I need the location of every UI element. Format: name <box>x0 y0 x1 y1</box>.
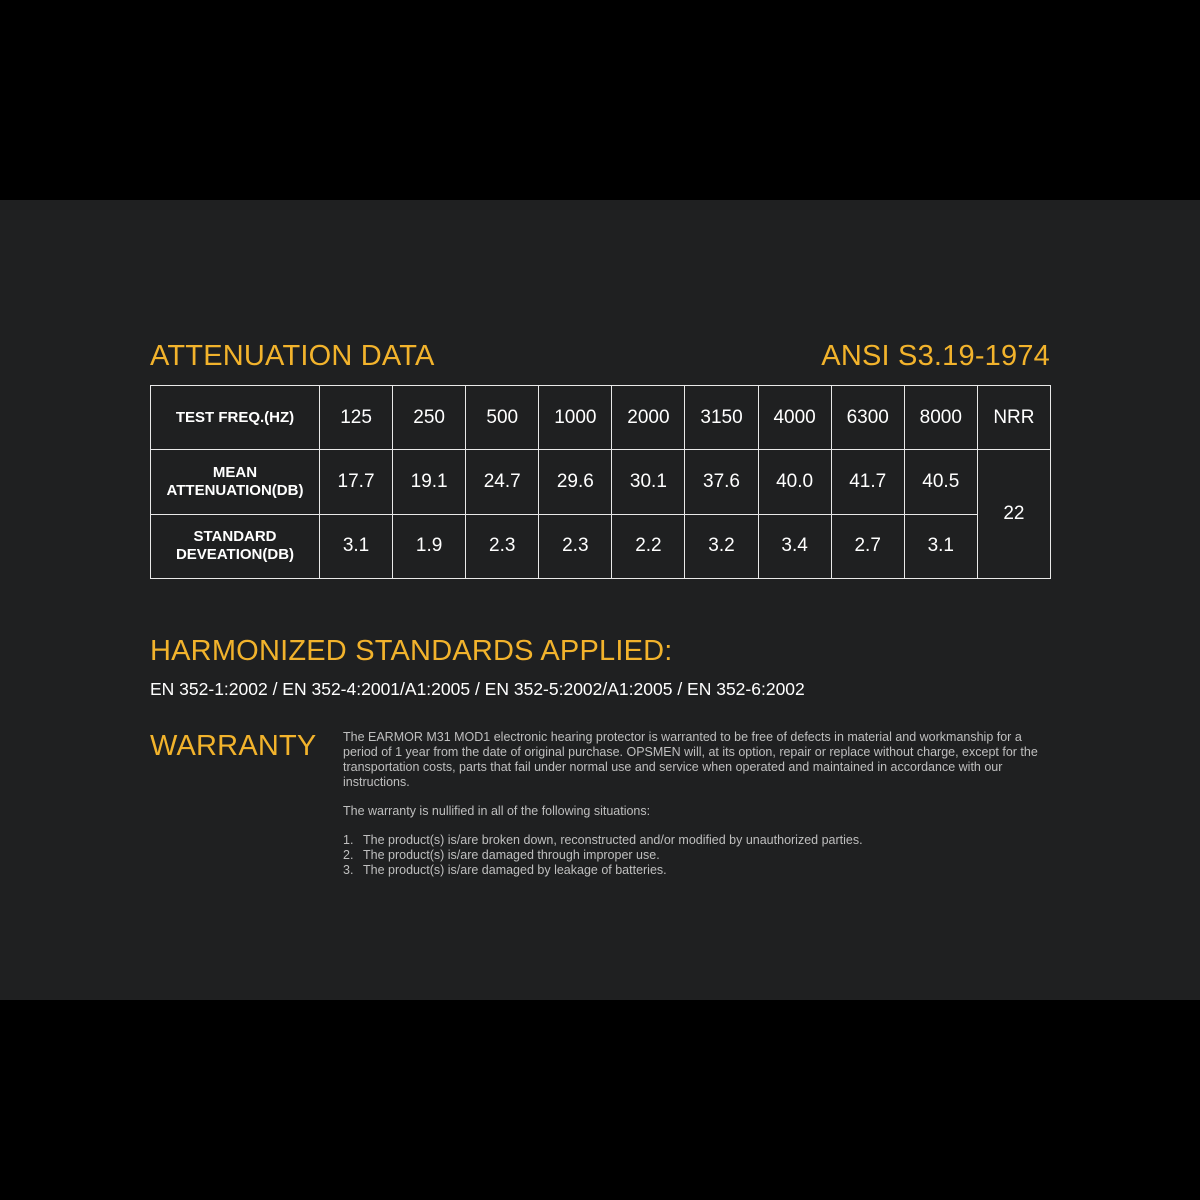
standard-deviation-row-header <box>151 514 320 578</box>
frequency-row <box>151 386 1051 450</box>
standard-deviation-cell: 2.7 <box>831 514 904 578</box>
standard-deviation-cell: 3.4 <box>758 514 831 578</box>
ansi-standard-title: ANSI S3.19-1974 <box>821 340 1050 372</box>
warranty-title: WARRANTY <box>150 730 317 762</box>
list-item <box>343 863 1053 878</box>
mean-label-line2: ATTENUATION(DB) <box>166 481 304 499</box>
mean-attenuation-cell: 40.5 <box>904 450 977 514</box>
mean-attenuation-cell: 40.0 <box>758 450 831 514</box>
attenuation-title: ATTENUATION DATA <box>150 340 435 372</box>
mean-attenuation-cell: 37.6 <box>685 450 758 514</box>
frequency-cell: 2000 <box>612 386 685 450</box>
list-item-text: The product(s) is/are damaged by leakage of batteries. <box>363 863 667 877</box>
list-item-text: The product(s) is/are damaged through improper use. <box>363 848 660 862</box>
standard-deviation-row <box>151 514 1051 578</box>
mean-attenuation-cell: 24.7 <box>466 450 539 514</box>
mean-attenuation-cell: 19.1 <box>393 450 466 514</box>
std-label-line2: DEVEATION(DB) <box>175 546 295 564</box>
mean-attenuation-cell: 41.7 <box>831 450 904 514</box>
frequency-row-label: TEST FREQ.(HZ) <box>175 408 295 426</box>
standard-deviation-cell: 1.9 <box>393 514 466 578</box>
attenuation-table <box>150 385 1051 579</box>
frequency-cell: 250 <box>393 386 466 450</box>
standard-deviation-cell: 3.1 <box>904 514 977 578</box>
warranty-text <box>343 730 1053 878</box>
standard-deviation-cell: 3.2 <box>685 514 758 578</box>
list-item <box>343 833 1053 848</box>
frequency-cell: 8000 <box>904 386 977 450</box>
nrr-header: NRR <box>977 386 1050 450</box>
mean-attenuation-cell: 17.7 <box>320 450 393 514</box>
frequency-cell: 3150 <box>685 386 758 450</box>
standard-deviation-cell: 2.3 <box>539 514 612 578</box>
standards-title: HARMONIZED STANDARDS APPLIED: <box>150 635 673 667</box>
warranty-nullified-intro: The warranty is nullified in all of the following situations: <box>343 804 651 818</box>
standard-deviation-cell: 2.2 <box>612 514 685 578</box>
list-item-number: 1. <box>343 833 354 847</box>
list-item <box>343 848 1053 863</box>
mean-attenuation-row-header <box>151 450 320 514</box>
frequency-row-header <box>151 386 320 450</box>
frequency-cell: 4000 <box>758 386 831 450</box>
mean-label-line1: MEAN <box>212 463 258 481</box>
list-item-number: 2. <box>343 848 354 862</box>
frequency-cell: 6300 <box>831 386 904 450</box>
frequency-cell: 125 <box>320 386 393 450</box>
standard-deviation-cell: 3.1 <box>320 514 393 578</box>
mean-attenuation-cell: 30.1 <box>612 450 685 514</box>
standard-deviation-cell: 2.3 <box>466 514 539 578</box>
mean-attenuation-row <box>151 450 1051 514</box>
list-item-text: The product(s) is/are broken down, reconstructed and/or modified by unauthorized parties. <box>363 833 863 847</box>
frequency-cell: 500 <box>466 386 539 450</box>
standards-list: EN 352-1:2002 / EN 352-4:2001/A1:2005 / EN 352-5:2002/A1:2005 / EN 352-6:2002 <box>150 679 805 699</box>
std-label-line1: STANDARD <box>193 528 277 546</box>
mean-attenuation-cell: 29.6 <box>539 450 612 514</box>
warranty-paragraph: The EARMOR M31 MOD1 electronic hearing protector is warranted to be free of defects in material and workmanship for a period of 1 year from the date of original purchase. OPSMEN will, at its option, repair or replace without charge, except for the transportation costs, parts that fail under normal use and service when operated and maintained in accordance with our instructions. <box>343 730 1038 789</box>
frequency-cell: 1000 <box>539 386 612 450</box>
list-item-number: 3. <box>343 863 354 877</box>
nrr-value: 22 <box>977 450 1050 579</box>
warranty-conditions-list <box>343 833 1053 878</box>
spec-panel <box>0 200 1200 1000</box>
